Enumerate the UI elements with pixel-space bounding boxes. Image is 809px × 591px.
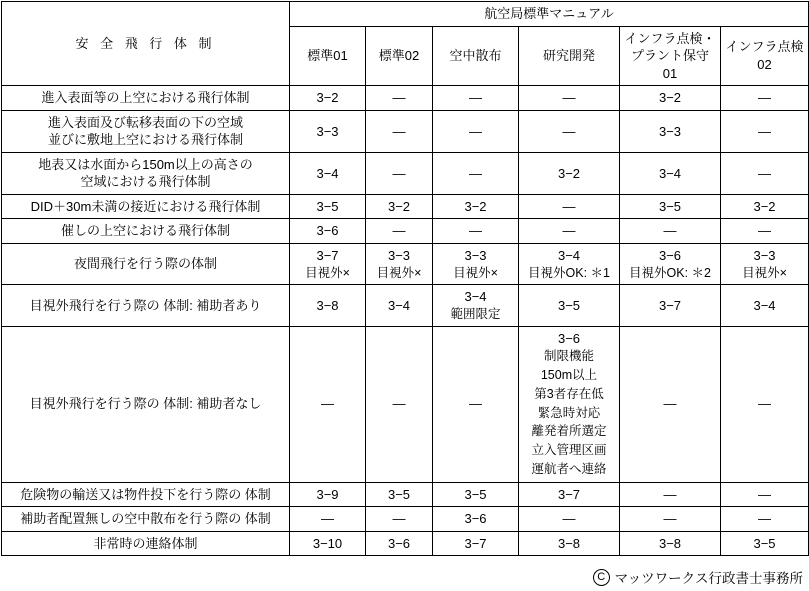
document-page xyxy=(0,1,809,591)
cell-r6-c3 xyxy=(519,285,620,326)
table-body xyxy=(2,86,809,556)
cell-r4-c2 xyxy=(433,219,519,244)
cell-r4-c1-line-0: — xyxy=(392,223,406,239)
row-label-line-0: 進入表面等の上空における飛行体制 xyxy=(41,90,250,106)
cell-r2-c2 xyxy=(433,152,519,194)
cell-r2-c0-line-0: 3−4 xyxy=(316,165,339,181)
group-header: 航空局標準マニュアル xyxy=(290,2,809,27)
cell-r7-c2-line-0: — xyxy=(469,396,482,412)
cell-r8-c1-line-0: 3−5 xyxy=(387,486,411,502)
cell-r6-c2-line-0: 3−4 xyxy=(464,289,487,305)
cell-r7-c4-line-0: — xyxy=(663,396,677,412)
cell-r3-c1-line-0: 3−2 xyxy=(387,198,411,214)
cell-r10-c5 xyxy=(721,531,809,556)
cell-r4-c5-line-0: — xyxy=(758,223,772,239)
cell-r0-c3 xyxy=(519,86,620,111)
cell-r9-c4-line-0: — xyxy=(663,511,677,527)
cell-r6-c3-line-0: 3−5 xyxy=(557,297,581,313)
cell-r7-c0-line-0: — xyxy=(321,396,334,412)
table-row xyxy=(2,285,809,326)
cell-r10-c5-line-0: 3−5 xyxy=(753,535,776,551)
cell-r1-c0 xyxy=(290,110,366,152)
cell-r10-c4 xyxy=(620,531,721,556)
cell-r7-c3-line-2: 150m以上 xyxy=(540,368,598,383)
cell-r10-c1 xyxy=(366,531,433,556)
table-row xyxy=(2,152,809,194)
cell-r1-c4-line-0: 3−3 xyxy=(658,123,682,139)
row-label xyxy=(2,326,290,482)
cell-r3-c0 xyxy=(290,194,366,219)
cell-r5-c1-line-1: 目視外× xyxy=(376,265,422,280)
cell-r4-c0 xyxy=(290,219,366,244)
cell-r6-c0-line-0: 3−8 xyxy=(316,297,339,313)
cell-r3-c3-line-0: — xyxy=(562,198,576,214)
row-label xyxy=(2,531,290,556)
cell-r0-c4-line-0: 3−2 xyxy=(658,90,682,106)
header-row-group xyxy=(2,2,809,27)
cell-r2-c0 xyxy=(290,152,366,194)
column-header-1 xyxy=(366,26,433,86)
cell-r8-c2-line-0: 3−5 xyxy=(464,486,487,502)
cell-r5-c0-line-1: 目視外× xyxy=(305,265,350,280)
cell-r7-c5-line-0: — xyxy=(758,396,772,412)
cell-r5-c3-line-0: 3−4 xyxy=(557,248,581,264)
cell-r5-c5 xyxy=(721,244,809,285)
cell-r6-c2 xyxy=(433,285,519,326)
cell-r7-c3-line-1: 制限機能 xyxy=(543,349,594,364)
table-row xyxy=(2,110,809,152)
cell-r5-c5-line-1: 目視外× xyxy=(742,265,787,280)
cell-r5-c0-line-0: 3−7 xyxy=(316,248,339,264)
cell-r3-c0-line-0: 3−5 xyxy=(316,198,339,214)
cell-r10-c0-line-0: 3−10 xyxy=(312,535,343,551)
cell-r8-c5 xyxy=(721,482,809,507)
cell-r2-c2-line-0: — xyxy=(469,165,482,181)
cell-r9-c3 xyxy=(519,507,620,532)
row-label-line-0: 危険物の輸送又は物件投下を行う際の 体制 xyxy=(20,486,271,502)
row-label xyxy=(2,194,290,219)
cell-r4-c0-line-0: 3−6 xyxy=(316,223,339,239)
cell-r8-c3-line-0: 3−7 xyxy=(557,486,581,502)
cell-r4-c3-line-0: — xyxy=(562,223,576,239)
table-row xyxy=(2,531,809,556)
cell-r6-c5-line-0: 3−4 xyxy=(753,297,776,313)
cell-r4-c5 xyxy=(721,219,809,244)
cell-r4-c2-line-0: — xyxy=(469,223,482,239)
cell-r5-c1-line-0: 3−3 xyxy=(387,248,411,264)
cell-r3-c2-line-0: 3−2 xyxy=(464,198,487,214)
cell-r9-c1-line-0: — xyxy=(392,511,406,527)
cell-r3-c5-line-0: 3−2 xyxy=(753,198,776,214)
cell-r0-c1 xyxy=(366,86,433,111)
cell-r8-c0 xyxy=(290,482,366,507)
cell-r7-c3-line-5: 離発着所選定 xyxy=(531,424,607,439)
row-label-line-0: 非常時の連絡体制 xyxy=(93,535,198,551)
column-header-5-line-0: インフラ点検 xyxy=(725,39,804,55)
cell-r3-c4 xyxy=(620,194,721,219)
cell-r1-c3 xyxy=(519,110,620,152)
cell-r5-c2-line-1: 目視外× xyxy=(453,265,498,280)
cell-r9-c0 xyxy=(290,507,366,532)
cell-r10-c2 xyxy=(433,531,519,556)
column-header-4-line-1: プラント保守 01 xyxy=(630,48,709,81)
row-label xyxy=(2,152,290,194)
cell-r8-c4 xyxy=(620,482,721,507)
row-label-line-1: 空域における飛行体制 xyxy=(80,174,211,190)
cell-r3-c5 xyxy=(721,194,809,219)
row-label xyxy=(2,482,290,507)
cell-r4-c1 xyxy=(366,219,433,244)
cell-r7-c1-line-0: — xyxy=(392,396,406,412)
cell-r1-c2 xyxy=(433,110,519,152)
cell-r2-c1 xyxy=(366,152,433,194)
cell-r7-c5 xyxy=(721,326,809,482)
cell-r1-c3-line-0: — xyxy=(562,123,576,139)
table-row xyxy=(2,326,809,482)
cell-r0-c0-line-0: 3−2 xyxy=(316,90,339,106)
table-row xyxy=(2,507,809,532)
column-header-5 xyxy=(721,26,809,86)
table-row xyxy=(2,219,809,244)
cell-r2-c3-line-0: 3−2 xyxy=(557,165,581,181)
cell-r9-c5 xyxy=(721,507,809,532)
cell-r7-c3-line-0: 3−6 xyxy=(557,330,581,346)
cell-r0-c3-line-0: — xyxy=(562,90,576,106)
cell-r1-c2-line-0: — xyxy=(469,123,482,139)
table-row xyxy=(2,86,809,111)
cell-r9-c0-line-0: — xyxy=(321,511,334,527)
row-label-line-0: 夜間飛行を行う際の体制 xyxy=(73,256,217,272)
cell-r7-c0 xyxy=(290,326,366,482)
cell-r9-c1 xyxy=(366,507,433,532)
cell-r6-c4 xyxy=(620,285,721,326)
cell-r0-c0 xyxy=(290,86,366,111)
cell-r8-c3 xyxy=(519,482,620,507)
column-header-2 xyxy=(433,26,519,86)
cell-r5-c4-line-0: 3−6 xyxy=(658,248,682,264)
cell-r9-c2 xyxy=(433,507,519,532)
cell-r5-c4 xyxy=(620,244,721,285)
cell-r2-c1-line-0: — xyxy=(392,165,406,181)
cell-r7-c2 xyxy=(433,326,519,482)
copyright-icon: C xyxy=(593,569,610,586)
cell-r7-c3-line-3: 第3者存在低 xyxy=(534,386,604,401)
corner-header: 安 全 飛 行 体 制 xyxy=(2,2,290,86)
cell-r5-c1 xyxy=(366,244,433,285)
cell-r8-c4-line-0: — xyxy=(663,486,677,502)
cell-r6-c5 xyxy=(721,285,809,326)
table-header xyxy=(2,2,809,86)
cell-r5-c2-line-0: 3−3 xyxy=(464,248,487,264)
row-label-line-1: 並びに敷地上空における飛行体制 xyxy=(47,132,243,148)
row-label xyxy=(2,244,290,285)
cell-r10-c2-line-0: 3−7 xyxy=(464,535,487,551)
cell-r6-c0 xyxy=(290,285,366,326)
row-label xyxy=(2,285,290,326)
cell-r8-c2 xyxy=(433,482,519,507)
column-header-2-line-0: 空中散布 xyxy=(449,48,502,64)
cell-r1-c1-line-0: — xyxy=(392,123,406,139)
cell-r10-c4-line-0: 3−8 xyxy=(658,535,682,551)
cell-r0-c2 xyxy=(433,86,519,111)
footer-text: マッツワークス行政書士事務所 xyxy=(614,571,803,586)
footer-credit xyxy=(593,567,803,587)
cell-r3-c2 xyxy=(433,194,519,219)
cell-r2-c4-line-0: 3−4 xyxy=(658,165,682,181)
cell-r3-c1 xyxy=(366,194,433,219)
cell-r1-c4 xyxy=(620,110,721,152)
cell-r5-c5-line-0: 3−3 xyxy=(753,248,776,264)
cell-r5-c3 xyxy=(519,244,620,285)
column-header-0 xyxy=(290,26,366,86)
cell-r0-c2-line-0: — xyxy=(469,90,482,106)
safety-flight-matrix-table xyxy=(1,1,809,556)
table-row xyxy=(2,244,809,285)
cell-r10-c1-line-0: 3−6 xyxy=(387,535,411,551)
row-label-line-0: 目視外飛行を行う際の 体制: 補助者なし xyxy=(29,396,262,412)
column-header-1-line-0: 標準02 xyxy=(378,48,420,64)
cell-r2-c4 xyxy=(620,152,721,194)
row-label-line-0: 進入表面及び転移表面の下の空域 xyxy=(47,114,243,130)
column-header-0-line-0: 標準01 xyxy=(307,48,348,64)
row-label xyxy=(2,110,290,152)
row-label-line-0: 目視外飛行を行う際の 体制: 補助者あり xyxy=(29,297,262,313)
cell-r5-c0 xyxy=(290,244,366,285)
cell-r0-c5-line-0: — xyxy=(758,90,772,106)
cell-r6-c1 xyxy=(366,285,433,326)
cell-r1-c5 xyxy=(721,110,809,152)
row-label xyxy=(2,86,290,111)
cell-r7-c3-line-7: 運航者へ連絡 xyxy=(531,461,607,476)
row-label-line-0: 地表又は水面から150m以上の高さの xyxy=(38,156,253,172)
cell-r8-c5-line-0: — xyxy=(758,486,772,502)
cell-r6-c4-line-0: 3−7 xyxy=(658,297,682,313)
cell-r7-c1 xyxy=(366,326,433,482)
cell-r5-c4-line-1: 目視外OK: ＊2 xyxy=(629,265,711,280)
cell-r6-c2-line-1: 範囲限定 xyxy=(450,306,501,321)
row-label-line-0: 催しの上空における飛行体制 xyxy=(60,223,230,239)
cell-r0-c1-line-0: — xyxy=(392,90,406,106)
cell-r2-c5-line-0: — xyxy=(758,165,772,181)
cell-r2-c3 xyxy=(519,152,620,194)
cell-r9-c3-line-0: — xyxy=(562,511,576,527)
column-header-3-line-0: 研究開発 xyxy=(542,48,595,64)
cell-r0-c5 xyxy=(721,86,809,111)
cell-r9-c5-line-0: — xyxy=(758,511,772,527)
cell-r4-c4 xyxy=(620,219,721,244)
cell-r6-c1-line-0: 3−4 xyxy=(387,297,411,313)
cell-r8-c1 xyxy=(366,482,433,507)
cell-r3-c4-line-0: 3−5 xyxy=(658,198,682,214)
row-label-line-0: DID＋30m未満の接近における飛行体制 xyxy=(30,198,261,214)
cell-r10-c0 xyxy=(290,531,366,556)
cell-r7-c4 xyxy=(620,326,721,482)
cell-r1-c5-line-0: — xyxy=(758,123,772,139)
column-header-4-line-0: インフラ点検・ xyxy=(624,30,716,46)
cell-r7-c3 xyxy=(519,326,620,482)
cell-r8-c0-line-0: 3−9 xyxy=(316,486,339,502)
column-header-3 xyxy=(519,26,620,86)
cell-r9-c2-line-0: 3−6 xyxy=(464,511,487,527)
cell-r4-c3 xyxy=(519,219,620,244)
column-header-5-line-1: 02 xyxy=(757,56,772,72)
cell-r2-c5 xyxy=(721,152,809,194)
table-row xyxy=(2,482,809,507)
row-label xyxy=(2,507,290,532)
cell-r5-c2 xyxy=(433,244,519,285)
table-row xyxy=(2,194,809,219)
cell-r4-c4-line-0: — xyxy=(663,223,677,239)
cell-r9-c4 xyxy=(620,507,721,532)
cell-r3-c3 xyxy=(519,194,620,219)
cell-r0-c4 xyxy=(620,86,721,111)
cell-r7-c3-line-4: 緊急時対応 xyxy=(537,405,601,420)
row-label xyxy=(2,219,290,244)
cell-r10-c3-line-0: 3−8 xyxy=(557,535,581,551)
cell-r7-c3-line-6: 立入管理区画 xyxy=(531,443,607,458)
row-label-line-0: 補助者配置無しの空中散布を行う際の 体制 xyxy=(20,511,271,527)
cell-r10-c3 xyxy=(519,531,620,556)
cell-r5-c3-line-1: 目視外OK: ＊1 xyxy=(528,265,610,280)
cell-r1-c0-line-0: 3−3 xyxy=(316,123,339,139)
cell-r1-c1 xyxy=(366,110,433,152)
column-header-4 xyxy=(620,26,721,86)
